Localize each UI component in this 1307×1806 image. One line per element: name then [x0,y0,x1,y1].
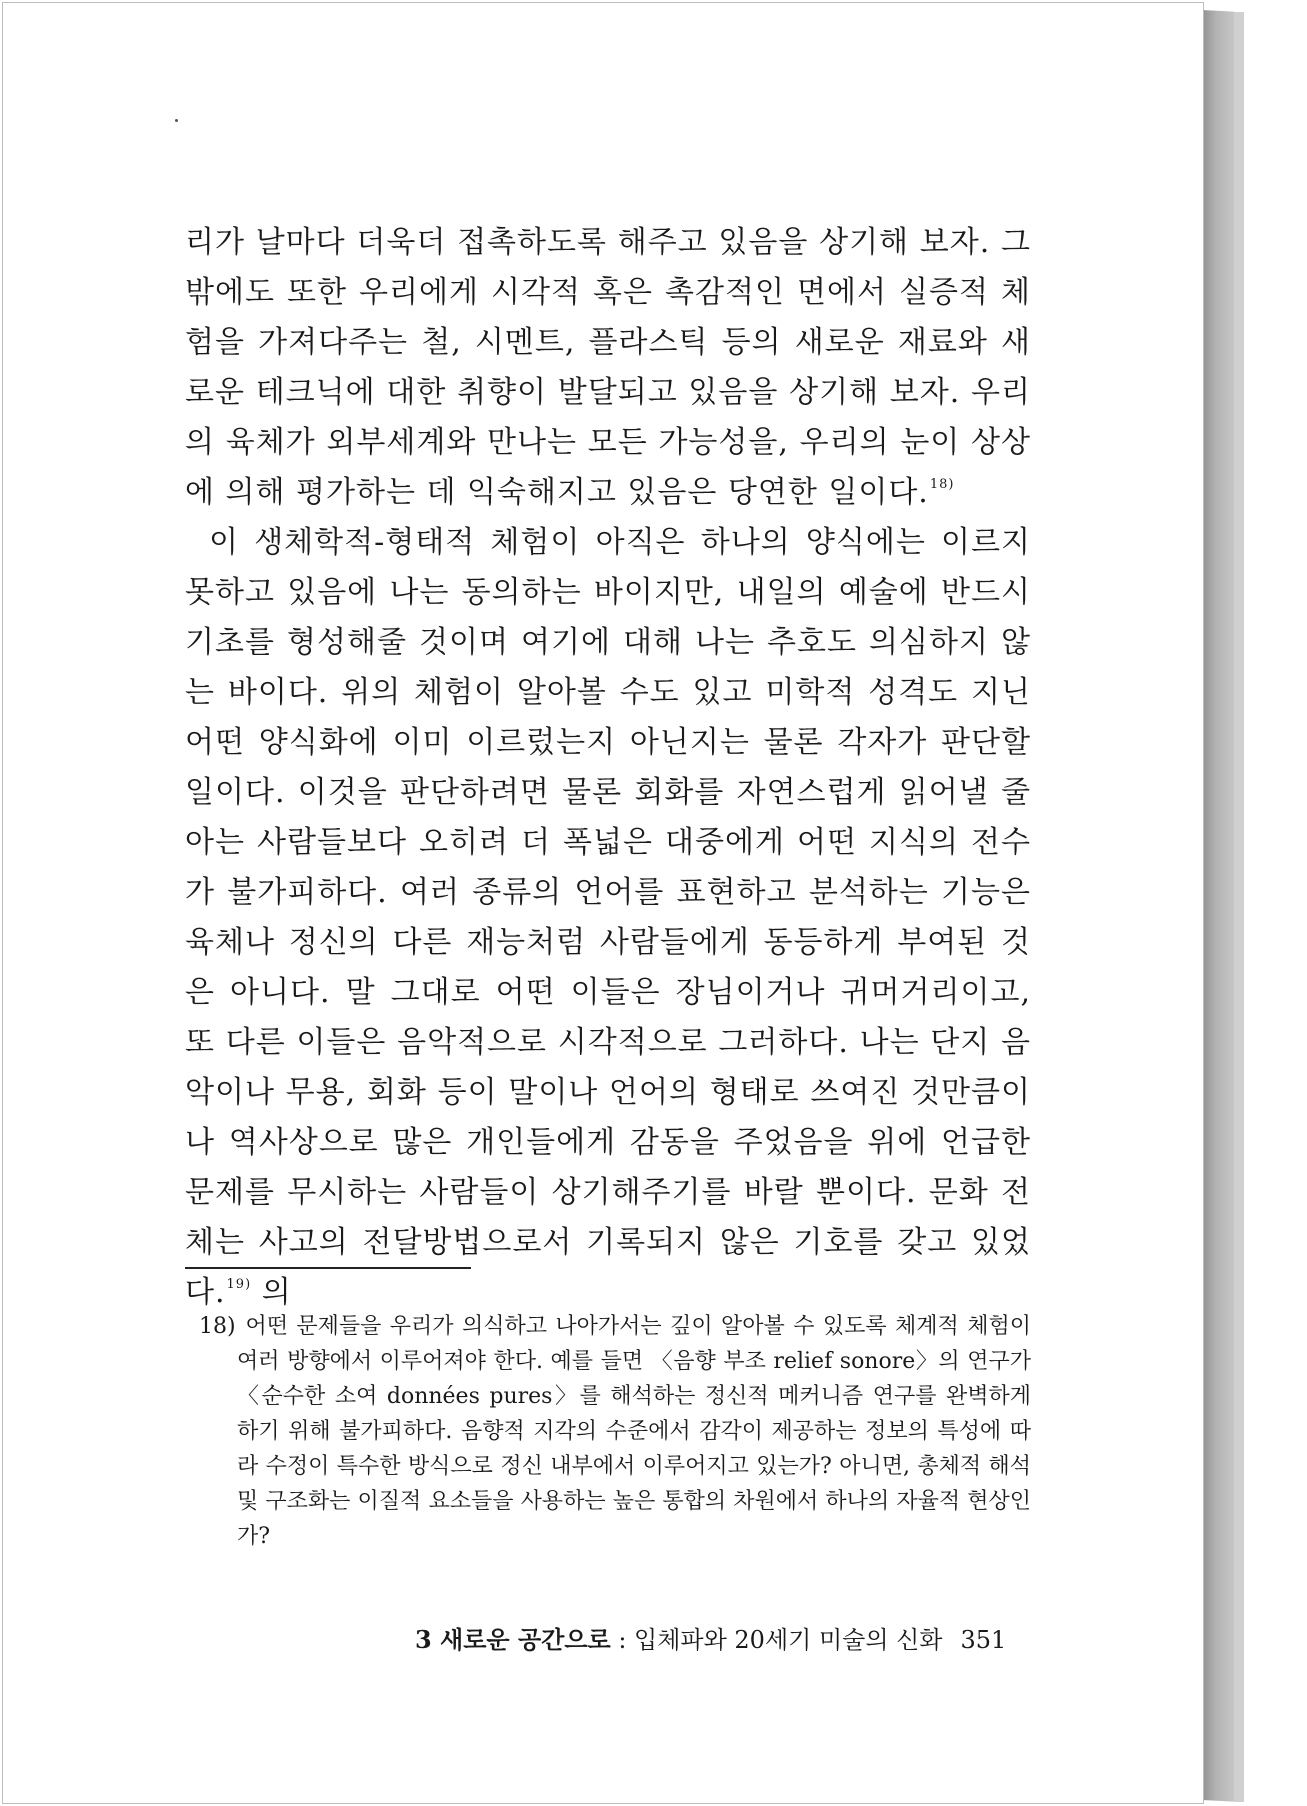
book-page [2,2,1204,1804]
footnote-18 [199,1309,1031,1554]
page-edge [1234,12,1244,1802]
chapter-title: 3 새로운 공간으로 [415,1625,611,1654]
footnote-divider [185,1267,471,1269]
paragraph-2 [185,518,1031,1318]
scan-speck [175,119,178,122]
footnote-ref-19: 19) [226,1277,252,1292]
main-text [185,218,1031,1318]
footer-separator: : [610,1626,635,1654]
footnote-number: 18) [199,1314,236,1339]
footnote-text: 어떤 문제들을 우리가 의식하고 나아가서는 깊이 알아볼 수 있도록 체계적 체험이 여러 방향에서 이루어져야 한다. 예를 들면 〈음향 부조 relief sonore〉의 연구가 〈순수한 소여 données pures〉를 해석하는 정신적 메커니즘 연구를 완벽하게 하기 위해 불가피하다. 음향적 지각의 수준에서 감각이 제공하는 정보의 특성에 따라 수정이 특수한 방식으로 정신 내부에서 이루어지고 있는가? 아니면, 총체적 해석 및 구조화는 이질적 요소들을 사용하는 높은 통합의 차원에서 하나의 자율적 현상인가? [237,1314,1031,1549]
paragraph-1 [185,218,1031,518]
page-edge-shadow [1202,10,1234,1802]
paragraph-tail: 의 [251,1275,292,1310]
paragraph-text: 이 생체학적-형태적 체험이 아직은 하나의 양식에는 이르지 못하고 있음에 나는 동의하는 바이지만, 내일의 예술에 반드시 기초를 형성해줄 것이며 여기에 대해 나는 추호도 의심하지 않는 바이다. 위의 체험이 알아볼 수도 있고 미학적 성격도 지닌 어떤 양식화에 이미 이르렀는지 아닌지는 물론 각자가 판단할 일이다. 이것을 판단하려면 물론 회화를 자연스럽게 읽어낼 줄 아는 사람들보다 오히려 더 폭넓은 대중에게 어떤 지식의 전수가 불가피하다. 여러 종류의 언어를 표현하고 분석하는 기능은 육체나 정신의 다른 재능처럼 사람들에게 동등하게 부여된 것은 아니다. 말 그대로 어떤 이들은 장님이거나 귀머거리이고, 또 다른 이들은 음악적으로 시각적으로 그러하다. 나는 단지 음악이나 무용, 회화 등이 말이나 언어의 형태로 쓰여진 것만큼이나 역사상으로 많은 개인들에게 감동을 주었음을 위에 언급한 문제를 무시하는 사람들이 상기해주기를 바랄 뿐이다. 문화 전체는 사고의 전달방법으로서 기록되지 않은 기호를 갖고 있었다. [185,525,1031,1310]
page-number: 351 [960,1626,1007,1654]
book-subtitle: 입체파와 20세기 미술의 신화 [634,1626,943,1654]
footnote-body [199,1309,1031,1554]
running-footer [415,1623,1015,1657]
footnote-ref-18: 18) [929,477,955,492]
paragraph-text: 리가 날마다 더욱더 접촉하도록 해주고 있음을 상기해 보자. 그 밖에도 또한 우리에게 시각적 혹은 촉감적인 면에서 실증적 체험을 가져다주는 철, 시멘트, 플라스틱 등의 새로운 재료와 새로운 테크닉에 대한 취향이 발달되고 있음을 상기해 보자. 우리의 육체가 외부세계와 만나는 모든 가능성을, 우리의 눈이 상상에 의해 평가하는 데 익숙해지고 있음은 당연한 일이다. [185,225,1031,510]
